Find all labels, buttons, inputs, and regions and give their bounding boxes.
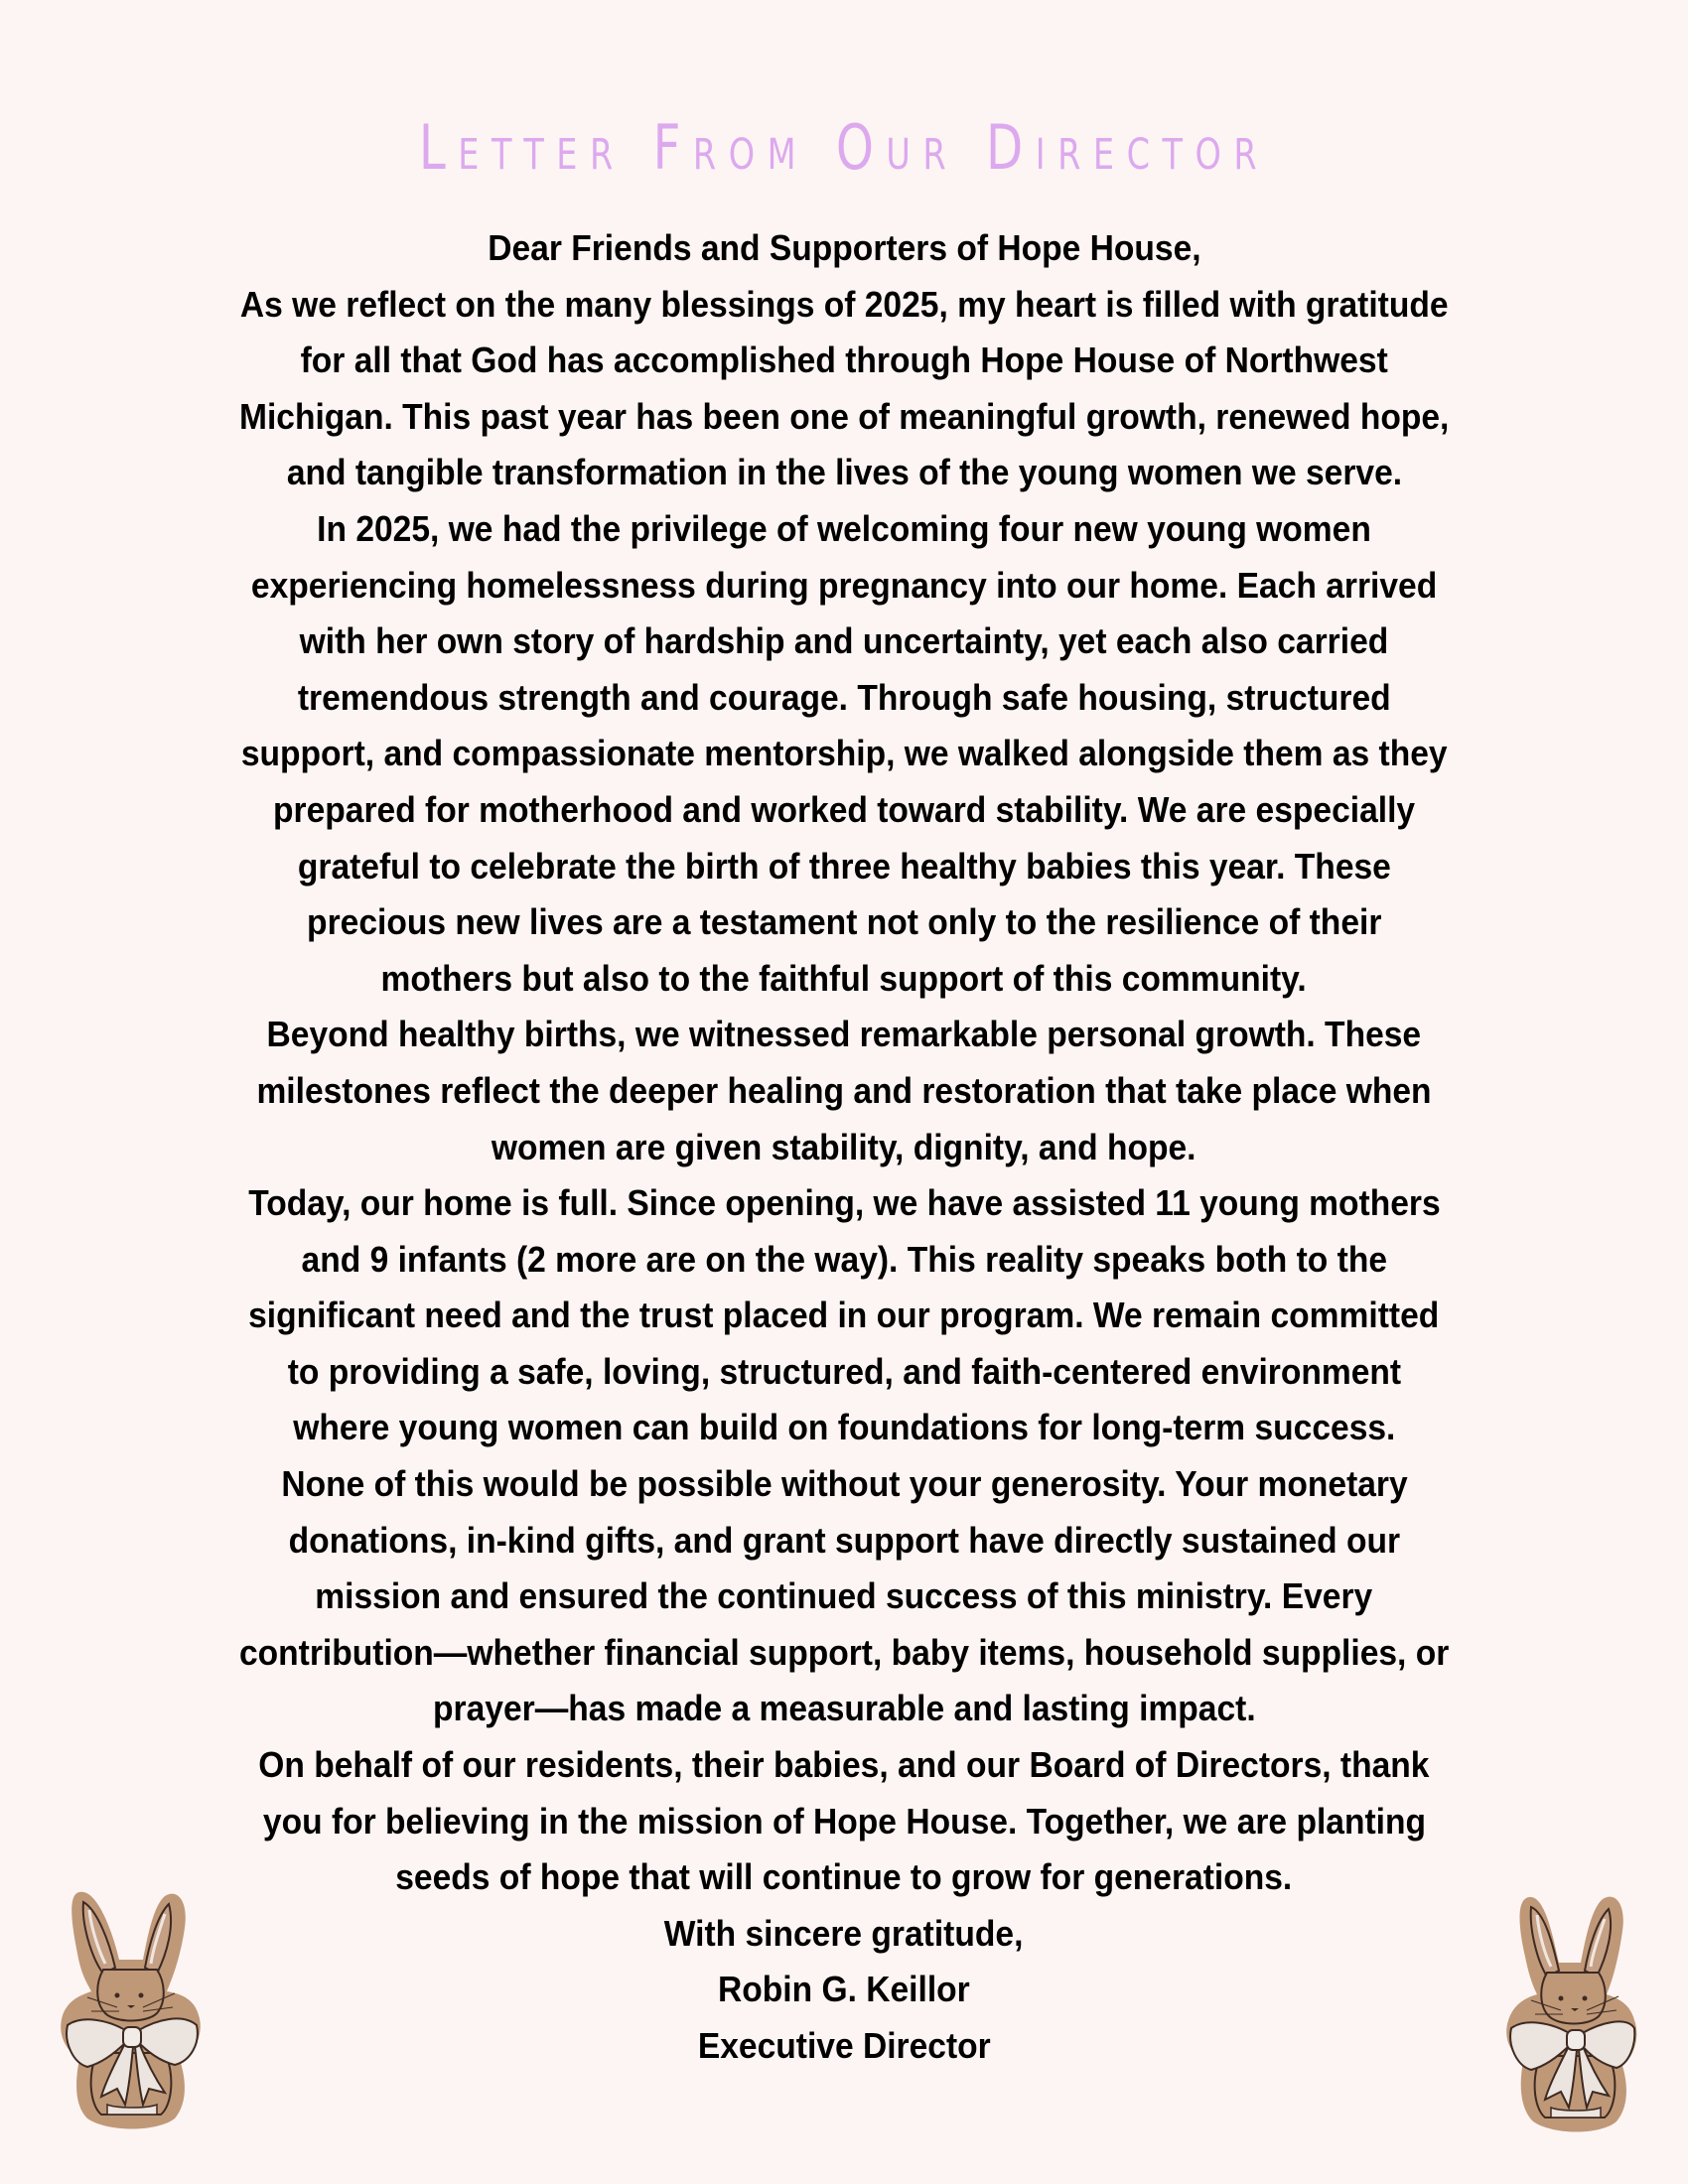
text-line: Beyond healthy births, we witnessed remarkable personal growth. These — [266, 1014, 1422, 1055]
text-line: grateful to celebrate the birth of three healthy babies this year. These — [297, 845, 1391, 887]
text-line: prepared for motherhood and worked toward stability. We are especially — [272, 788, 1416, 830]
text-line: for all that God has accomplished through Hope House of Northwest — [300, 340, 1388, 381]
text-line: support, and compassionate mentorship, we walked alongside them as they — [240, 733, 1448, 774]
text-line: Today, our home is full. Since opening, we have assisted 11 young mothers — [247, 1182, 1441, 1224]
paragraph-6 — [84, 1737, 1604, 1906]
bunny-with-bow-icon — [1489, 1887, 1638, 2135]
text-line: tremendous strength and courage. Through safe housing, structured — [297, 676, 1391, 718]
text-line: and tangible transformation in the lives of the young women we serve. — [286, 452, 1402, 493]
text-line: mission and ensured the continued success of this ministry. Every — [315, 1575, 1373, 1617]
text-line: precious new lives are a testament not only to the resilience of their — [306, 901, 1382, 943]
bunny-with-bow-icon — [58, 1884, 207, 2132]
text-line: where young women can build on foundations for long-term success. — [292, 1407, 1396, 1448]
page-title: Letter From Our Director — [418, 110, 1270, 184]
text-line: with her own story of hardship and uncertainty, yet each also carried — [299, 620, 1389, 662]
signature-name — [84, 1962, 1604, 2018]
text-line: experiencing homelessness during pregnancy into our home. Each arrived — [250, 564, 1438, 606]
text-line: mothers but also to the faithful support of this community. — [380, 957, 1308, 999]
paragraph-2 — [84, 501, 1604, 1007]
salutation — [84, 220, 1604, 277]
text-line: you for believing in the mission of Hope House. Together, we are planting — [262, 1800, 1426, 1842]
closing-text: With sincere gratitude, — [664, 1912, 1024, 1954]
signature-title — [84, 2018, 1604, 2075]
text-line: and 9 infants (2 more are on the way). This reality speaks both to the — [301, 1238, 1387, 1280]
signature-title-text: Executive Director — [697, 2025, 991, 2066]
text-line: contribution—whether financial support, baby items, household supplies, or — [238, 1631, 1450, 1673]
text-line: milestones reflect the deeper healing and restoration that take place when — [256, 1069, 1432, 1111]
salutation-text: Dear Friends and Supporters of Hope House, — [487, 227, 1201, 268]
text-line: As we reflect on the many blessings of 2025, my heart is filled with gratitude — [239, 283, 1449, 325]
text-line: donations, in-kind gifts, and grant support have directly sustained our — [288, 1519, 1400, 1561]
text-line: to providing a safe, loving, structured, and faith-centered environment — [287, 1350, 1401, 1392]
paragraph-1 — [84, 277, 1604, 501]
letter-body — [84, 220, 1604, 2075]
text-line: prayer—has made a measurable and lasting impact. — [432, 1688, 1256, 1729]
text-line: significant need and the trust placed in our program. We remain committed — [248, 1295, 1440, 1336]
text-line: seeds of hope that will continue to grow for generations. — [395, 1856, 1293, 1898]
text-line: On behalf of our residents, their babies, and our Board of Directors, thank — [258, 1744, 1430, 1786]
signature-name-text: Robin G. Keillor — [718, 1969, 970, 2010]
text-line: None of this would be possible without your generosity. Your monetary — [280, 1463, 1408, 1505]
closing — [84, 1906, 1604, 1963]
paragraph-4 — [84, 1175, 1604, 1456]
text-line: Michigan. This past year has been one of meaningful growth, renewed hope, — [238, 395, 1450, 437]
text-line: In 2025, we had the privilege of welcoming four new young women — [317, 507, 1371, 549]
text-line: women are given stability, dignity, and hope. — [492, 1126, 1196, 1167]
paragraph-5 — [84, 1456, 1604, 1737]
paragraph-3 — [84, 1007, 1604, 1175]
